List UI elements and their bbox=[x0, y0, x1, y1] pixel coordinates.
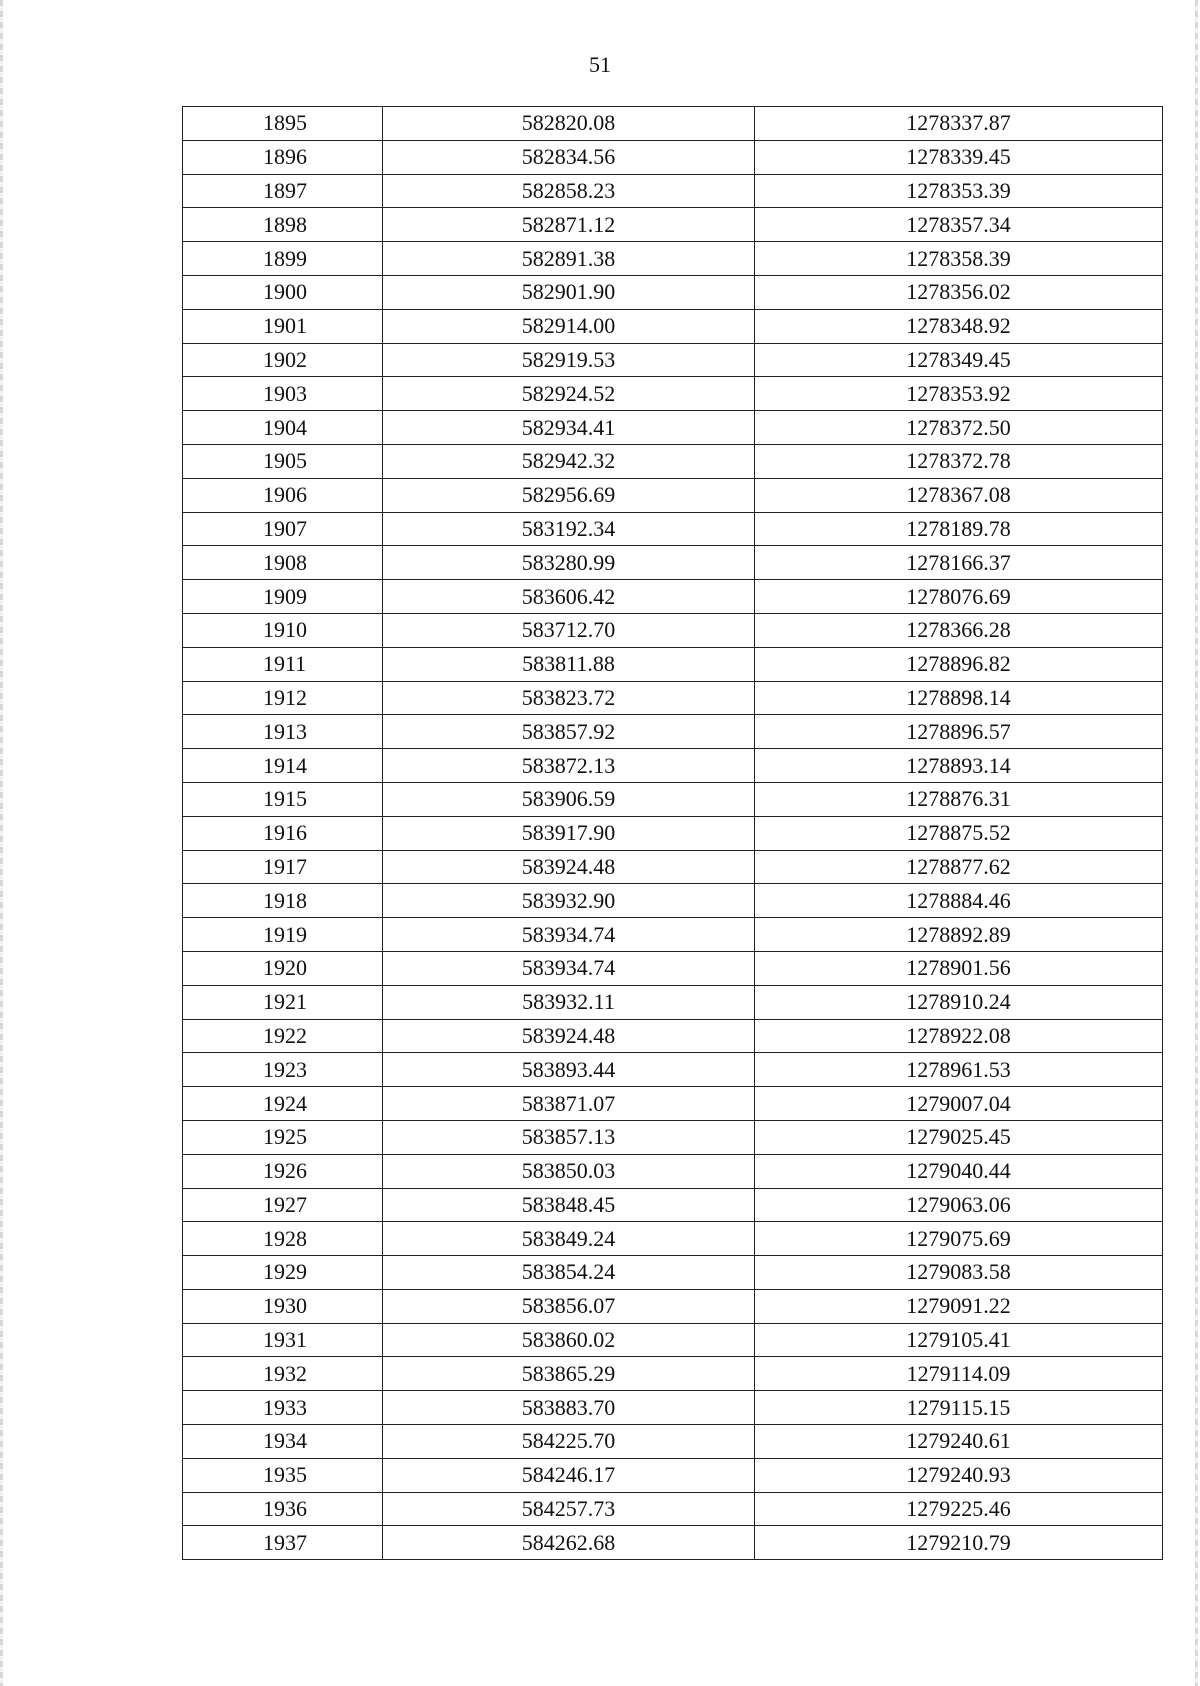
table-row bbox=[183, 1323, 1163, 1357]
y-coordinate-cell: 1278901.56 bbox=[755, 951, 1163, 985]
table-row bbox=[183, 1188, 1163, 1222]
scan-edge-left bbox=[0, 0, 3, 1686]
x-coordinate-cell: 582901.90 bbox=[383, 275, 755, 309]
x-coordinate-cell: 582858.23 bbox=[383, 174, 755, 208]
y-coordinate-cell: 1279083.58 bbox=[755, 1256, 1163, 1290]
point-id-cell: 1897 bbox=[183, 174, 383, 208]
coordinate-table-container bbox=[182, 106, 1162, 1560]
x-coordinate-cell: 583932.11 bbox=[383, 985, 755, 1019]
point-id-cell: 1918 bbox=[183, 884, 383, 918]
point-id-cell: 1901 bbox=[183, 309, 383, 343]
x-coordinate-cell: 583811.88 bbox=[383, 647, 755, 681]
y-coordinate-cell: 1279240.93 bbox=[755, 1458, 1163, 1492]
point-id-cell: 1930 bbox=[183, 1289, 383, 1323]
point-id-cell: 1907 bbox=[183, 512, 383, 546]
x-coordinate-cell: 582871.12 bbox=[383, 208, 755, 242]
table-row bbox=[183, 309, 1163, 343]
table-row bbox=[183, 884, 1163, 918]
table-row bbox=[183, 1425, 1163, 1459]
x-coordinate-cell: 582820.08 bbox=[383, 107, 755, 141]
table-row bbox=[183, 580, 1163, 614]
table-row bbox=[183, 951, 1163, 985]
table-row bbox=[183, 242, 1163, 276]
table-row bbox=[183, 782, 1163, 816]
table-row bbox=[183, 1019, 1163, 1053]
x-coordinate-cell: 584225.70 bbox=[383, 1425, 755, 1459]
point-id-cell: 1906 bbox=[183, 478, 383, 512]
point-id-cell: 1920 bbox=[183, 951, 383, 985]
x-coordinate-cell: 583192.34 bbox=[383, 512, 755, 546]
y-coordinate-cell: 1278875.52 bbox=[755, 816, 1163, 850]
table-row bbox=[183, 1289, 1163, 1323]
table-row bbox=[183, 749, 1163, 783]
y-coordinate-cell: 1279210.79 bbox=[755, 1526, 1163, 1560]
point-id-cell: 1913 bbox=[183, 715, 383, 749]
table-row bbox=[183, 377, 1163, 411]
table-row bbox=[183, 1087, 1163, 1121]
x-coordinate-cell: 583917.90 bbox=[383, 816, 755, 850]
y-coordinate-cell: 1278353.39 bbox=[755, 174, 1163, 208]
point-id-cell: 1926 bbox=[183, 1154, 383, 1188]
y-coordinate-cell: 1278898.14 bbox=[755, 681, 1163, 715]
y-coordinate-cell: 1278339.45 bbox=[755, 140, 1163, 174]
y-coordinate-cell: 1278876.31 bbox=[755, 782, 1163, 816]
point-id-cell: 1922 bbox=[183, 1019, 383, 1053]
table-row bbox=[183, 1492, 1163, 1526]
x-coordinate-cell: 583857.92 bbox=[383, 715, 755, 749]
point-id-cell: 1916 bbox=[183, 816, 383, 850]
point-id-cell: 1908 bbox=[183, 546, 383, 580]
x-coordinate-cell: 583823.72 bbox=[383, 681, 755, 715]
y-coordinate-cell: 1279025.45 bbox=[755, 1120, 1163, 1154]
x-coordinate-cell: 582919.53 bbox=[383, 343, 755, 377]
point-id-cell: 1935 bbox=[183, 1458, 383, 1492]
table-row bbox=[183, 107, 1163, 141]
y-coordinate-cell: 1278892.89 bbox=[755, 918, 1163, 952]
y-coordinate-cell: 1278877.62 bbox=[755, 850, 1163, 884]
y-coordinate-cell: 1278922.08 bbox=[755, 1019, 1163, 1053]
point-id-cell: 1895 bbox=[183, 107, 383, 141]
point-id-cell: 1896 bbox=[183, 140, 383, 174]
y-coordinate-cell: 1278076.69 bbox=[755, 580, 1163, 614]
x-coordinate-cell: 583924.48 bbox=[383, 1019, 755, 1053]
point-id-cell: 1903 bbox=[183, 377, 383, 411]
table-row bbox=[183, 174, 1163, 208]
x-coordinate-cell: 583883.70 bbox=[383, 1391, 755, 1425]
point-id-cell: 1933 bbox=[183, 1391, 383, 1425]
point-id-cell: 1932 bbox=[183, 1357, 383, 1391]
y-coordinate-cell: 1278884.46 bbox=[755, 884, 1163, 918]
point-id-cell: 1900 bbox=[183, 275, 383, 309]
table-row bbox=[183, 1526, 1163, 1560]
y-coordinate-cell: 1279007.04 bbox=[755, 1087, 1163, 1121]
table-row bbox=[183, 985, 1163, 1019]
point-id-cell: 1937 bbox=[183, 1526, 383, 1560]
table-row bbox=[183, 208, 1163, 242]
table-row bbox=[183, 1222, 1163, 1256]
point-id-cell: 1915 bbox=[183, 782, 383, 816]
x-coordinate-cell: 583872.13 bbox=[383, 749, 755, 783]
point-id-cell: 1910 bbox=[183, 613, 383, 647]
y-coordinate-cell: 1278910.24 bbox=[755, 985, 1163, 1019]
point-id-cell: 1902 bbox=[183, 343, 383, 377]
x-coordinate-cell: 582891.38 bbox=[383, 242, 755, 276]
point-id-cell: 1931 bbox=[183, 1323, 383, 1357]
coordinate-table-body bbox=[183, 107, 1163, 1560]
table-row bbox=[183, 681, 1163, 715]
coordinate-table bbox=[182, 106, 1163, 1560]
point-id-cell: 1923 bbox=[183, 1053, 383, 1087]
x-coordinate-cell: 583850.03 bbox=[383, 1154, 755, 1188]
x-coordinate-cell: 583934.74 bbox=[383, 918, 755, 952]
page-number: 51 bbox=[589, 52, 611, 77]
y-coordinate-cell: 1278896.82 bbox=[755, 647, 1163, 681]
x-coordinate-cell: 583857.13 bbox=[383, 1120, 755, 1154]
y-coordinate-cell: 1278961.53 bbox=[755, 1053, 1163, 1087]
y-coordinate-cell: 1278357.34 bbox=[755, 208, 1163, 242]
x-coordinate-cell: 582934.41 bbox=[383, 411, 755, 445]
table-row bbox=[183, 546, 1163, 580]
x-coordinate-cell: 582956.69 bbox=[383, 478, 755, 512]
point-id-cell: 1929 bbox=[183, 1256, 383, 1290]
x-coordinate-cell: 583606.42 bbox=[383, 580, 755, 614]
table-row bbox=[183, 275, 1163, 309]
x-coordinate-cell: 584246.17 bbox=[383, 1458, 755, 1492]
table-row bbox=[183, 343, 1163, 377]
table-row bbox=[183, 1357, 1163, 1391]
y-coordinate-cell: 1278358.39 bbox=[755, 242, 1163, 276]
x-coordinate-cell: 584262.68 bbox=[383, 1526, 755, 1560]
point-id-cell: 1921 bbox=[183, 985, 383, 1019]
table-row bbox=[183, 613, 1163, 647]
x-coordinate-cell: 583849.24 bbox=[383, 1222, 755, 1256]
y-coordinate-cell: 1279114.09 bbox=[755, 1357, 1163, 1391]
x-coordinate-cell: 583932.90 bbox=[383, 884, 755, 918]
point-id-cell: 1919 bbox=[183, 918, 383, 952]
y-coordinate-cell: 1278372.50 bbox=[755, 411, 1163, 445]
table-row bbox=[183, 1256, 1163, 1290]
table-row bbox=[183, 512, 1163, 546]
x-coordinate-cell: 583924.48 bbox=[383, 850, 755, 884]
scan-edge-right bbox=[1195, 0, 1198, 1686]
table-row bbox=[183, 478, 1163, 512]
y-coordinate-cell: 1278189.78 bbox=[755, 512, 1163, 546]
y-coordinate-cell: 1279063.06 bbox=[755, 1188, 1163, 1222]
x-coordinate-cell: 582942.32 bbox=[383, 444, 755, 478]
x-coordinate-cell: 583934.74 bbox=[383, 951, 755, 985]
point-id-cell: 1898 bbox=[183, 208, 383, 242]
y-coordinate-cell: 1278893.14 bbox=[755, 749, 1163, 783]
x-coordinate-cell: 583893.44 bbox=[383, 1053, 755, 1087]
x-coordinate-cell: 583906.59 bbox=[383, 782, 755, 816]
point-id-cell: 1927 bbox=[183, 1188, 383, 1222]
point-id-cell: 1928 bbox=[183, 1222, 383, 1256]
table-row bbox=[183, 444, 1163, 478]
y-coordinate-cell: 1278366.28 bbox=[755, 613, 1163, 647]
point-id-cell: 1924 bbox=[183, 1087, 383, 1121]
x-coordinate-cell: 583865.29 bbox=[383, 1357, 755, 1391]
x-coordinate-cell: 583860.02 bbox=[383, 1323, 755, 1357]
y-coordinate-cell: 1279225.46 bbox=[755, 1492, 1163, 1526]
table-row bbox=[183, 1053, 1163, 1087]
table-row bbox=[183, 140, 1163, 174]
table-row bbox=[183, 850, 1163, 884]
point-id-cell: 1909 bbox=[183, 580, 383, 614]
table-row bbox=[183, 411, 1163, 445]
y-coordinate-cell: 1278348.92 bbox=[755, 309, 1163, 343]
y-coordinate-cell: 1278337.87 bbox=[755, 107, 1163, 141]
x-coordinate-cell: 583856.07 bbox=[383, 1289, 755, 1323]
table-row bbox=[183, 918, 1163, 952]
point-id-cell: 1911 bbox=[183, 647, 383, 681]
table-row bbox=[183, 715, 1163, 749]
y-coordinate-cell: 1279091.22 bbox=[755, 1289, 1163, 1323]
y-coordinate-cell: 1278356.02 bbox=[755, 275, 1163, 309]
x-coordinate-cell: 582924.52 bbox=[383, 377, 755, 411]
x-coordinate-cell: 582834.56 bbox=[383, 140, 755, 174]
table-row bbox=[183, 1154, 1163, 1188]
y-coordinate-cell: 1279105.41 bbox=[755, 1323, 1163, 1357]
x-coordinate-cell: 583871.07 bbox=[383, 1087, 755, 1121]
y-coordinate-cell: 1278372.78 bbox=[755, 444, 1163, 478]
y-coordinate-cell: 1279115.15 bbox=[755, 1391, 1163, 1425]
point-id-cell: 1904 bbox=[183, 411, 383, 445]
x-coordinate-cell: 583280.99 bbox=[383, 546, 755, 580]
x-coordinate-cell: 583854.24 bbox=[383, 1256, 755, 1290]
point-id-cell: 1914 bbox=[183, 749, 383, 783]
point-id-cell: 1912 bbox=[183, 681, 383, 715]
table-row bbox=[183, 1120, 1163, 1154]
table-row bbox=[183, 647, 1163, 681]
x-coordinate-cell: 582914.00 bbox=[383, 309, 755, 343]
x-coordinate-cell: 584257.73 bbox=[383, 1492, 755, 1526]
point-id-cell: 1899 bbox=[183, 242, 383, 276]
point-id-cell: 1925 bbox=[183, 1120, 383, 1154]
y-coordinate-cell: 1279040.44 bbox=[755, 1154, 1163, 1188]
x-coordinate-cell: 583848.45 bbox=[383, 1188, 755, 1222]
point-id-cell: 1905 bbox=[183, 444, 383, 478]
y-coordinate-cell: 1278353.92 bbox=[755, 377, 1163, 411]
y-coordinate-cell: 1279240.61 bbox=[755, 1425, 1163, 1459]
x-coordinate-cell: 583712.70 bbox=[383, 613, 755, 647]
table-row bbox=[183, 816, 1163, 850]
point-id-cell: 1936 bbox=[183, 1492, 383, 1526]
table-row bbox=[183, 1391, 1163, 1425]
point-id-cell: 1917 bbox=[183, 850, 383, 884]
y-coordinate-cell: 1279075.69 bbox=[755, 1222, 1163, 1256]
table-row bbox=[183, 1458, 1163, 1492]
y-coordinate-cell: 1278166.37 bbox=[755, 546, 1163, 580]
y-coordinate-cell: 1278367.08 bbox=[755, 478, 1163, 512]
y-coordinate-cell: 1278349.45 bbox=[755, 343, 1163, 377]
y-coordinate-cell: 1278896.57 bbox=[755, 715, 1163, 749]
point-id-cell: 1934 bbox=[183, 1425, 383, 1459]
